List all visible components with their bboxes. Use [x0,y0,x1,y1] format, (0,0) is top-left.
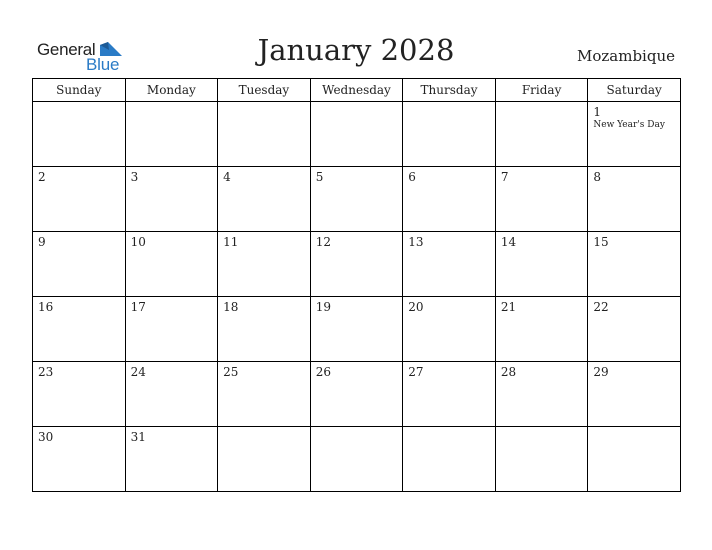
logo-text-blue: Blue [86,55,120,74]
day-number: 11 [223,235,239,249]
day-number: 3 [130,170,139,184]
day-cell [310,362,403,427]
day-cell [588,427,681,492]
week-row [33,232,681,297]
day-cell [33,362,126,427]
weekday-header: Wednesday [310,79,403,102]
day-number: 18 [223,300,239,314]
day-number: 19 [315,300,331,314]
weekday-header: Tuesday [218,79,311,102]
day-cell [495,362,588,427]
day-cell [495,232,588,297]
day-number: 21 [500,300,517,314]
day-number: 20 [408,300,424,314]
day-cell [310,297,403,362]
day-cell [125,167,218,232]
country-label: Mozambique [577,47,675,65]
day-cell [218,102,311,167]
day-number: 29 [593,365,609,379]
day-cell [310,427,403,492]
page-title: January 2028 [257,33,455,67]
day-cell [495,427,588,492]
day-number: 23 [38,365,54,379]
day-cell [33,167,126,232]
day-number: 17 [130,300,146,314]
day-number: 2 [38,170,46,184]
day-number: 13 [408,235,424,249]
day-number: 14 [500,235,517,249]
day-number: 26 [315,365,331,379]
weekday-header: Sunday [33,79,126,102]
day-number: 28 [500,365,517,379]
day-cell [495,167,588,232]
day-number: 24 [130,365,146,379]
holiday-label: New Year's Day [593,120,665,130]
day-cell [125,102,218,167]
day-number: 12 [315,235,331,249]
day-cell [218,297,311,362]
day-cell [588,232,681,297]
day-number: 27 [408,365,424,379]
day-cell [125,297,218,362]
day-cell [33,102,126,167]
day-cell [33,232,126,297]
day-cell [218,362,311,427]
day-number: 8 [593,170,602,184]
day-cell [403,297,496,362]
day-cell [218,232,311,297]
day-cell [403,167,496,232]
day-number: 6 [408,170,416,184]
weekday-header: Saturday [588,79,681,102]
day-cell [218,427,311,492]
day-cell [588,297,681,362]
day-cell [125,362,218,427]
day-cell [403,102,496,167]
weekday-header: Thursday [403,79,496,102]
week-row [33,102,681,167]
day-cell [588,167,681,232]
week-row [33,297,681,362]
day-cell [218,167,311,232]
day-cell [403,427,496,492]
week-row [33,167,681,232]
day-cell [588,102,681,167]
day-cell [495,297,588,362]
day-number: 22 [593,300,609,314]
logo-text-general: General [37,40,96,59]
weekday-header: Friday [495,79,588,102]
day-number: 16 [38,300,54,314]
calendar-grid [32,78,681,492]
day-number: 9 [38,235,46,249]
day-cell [588,362,681,427]
day-cell [310,102,403,167]
day-cell [33,297,126,362]
day-number: 7 [500,170,509,184]
day-cell [310,232,403,297]
day-number: 1 [593,105,602,119]
day-number: 10 [130,235,146,249]
day-number: 5 [315,170,324,184]
day-cell [403,362,496,427]
day-cell [125,232,218,297]
day-cell [403,232,496,297]
day-cell [33,427,126,492]
day-number: 30 [38,430,54,444]
week-row [33,362,681,427]
day-cell [495,102,588,167]
day-cell [125,427,218,492]
day-number: 15 [593,235,609,249]
day-number: 31 [130,430,146,444]
weekday-header: Monday [125,79,218,102]
weekday-header-row [33,79,681,102]
calendar-body [33,102,681,492]
week-row [33,427,681,492]
day-number: 4 [223,170,231,184]
day-cell [310,167,403,232]
day-number: 25 [223,365,239,379]
